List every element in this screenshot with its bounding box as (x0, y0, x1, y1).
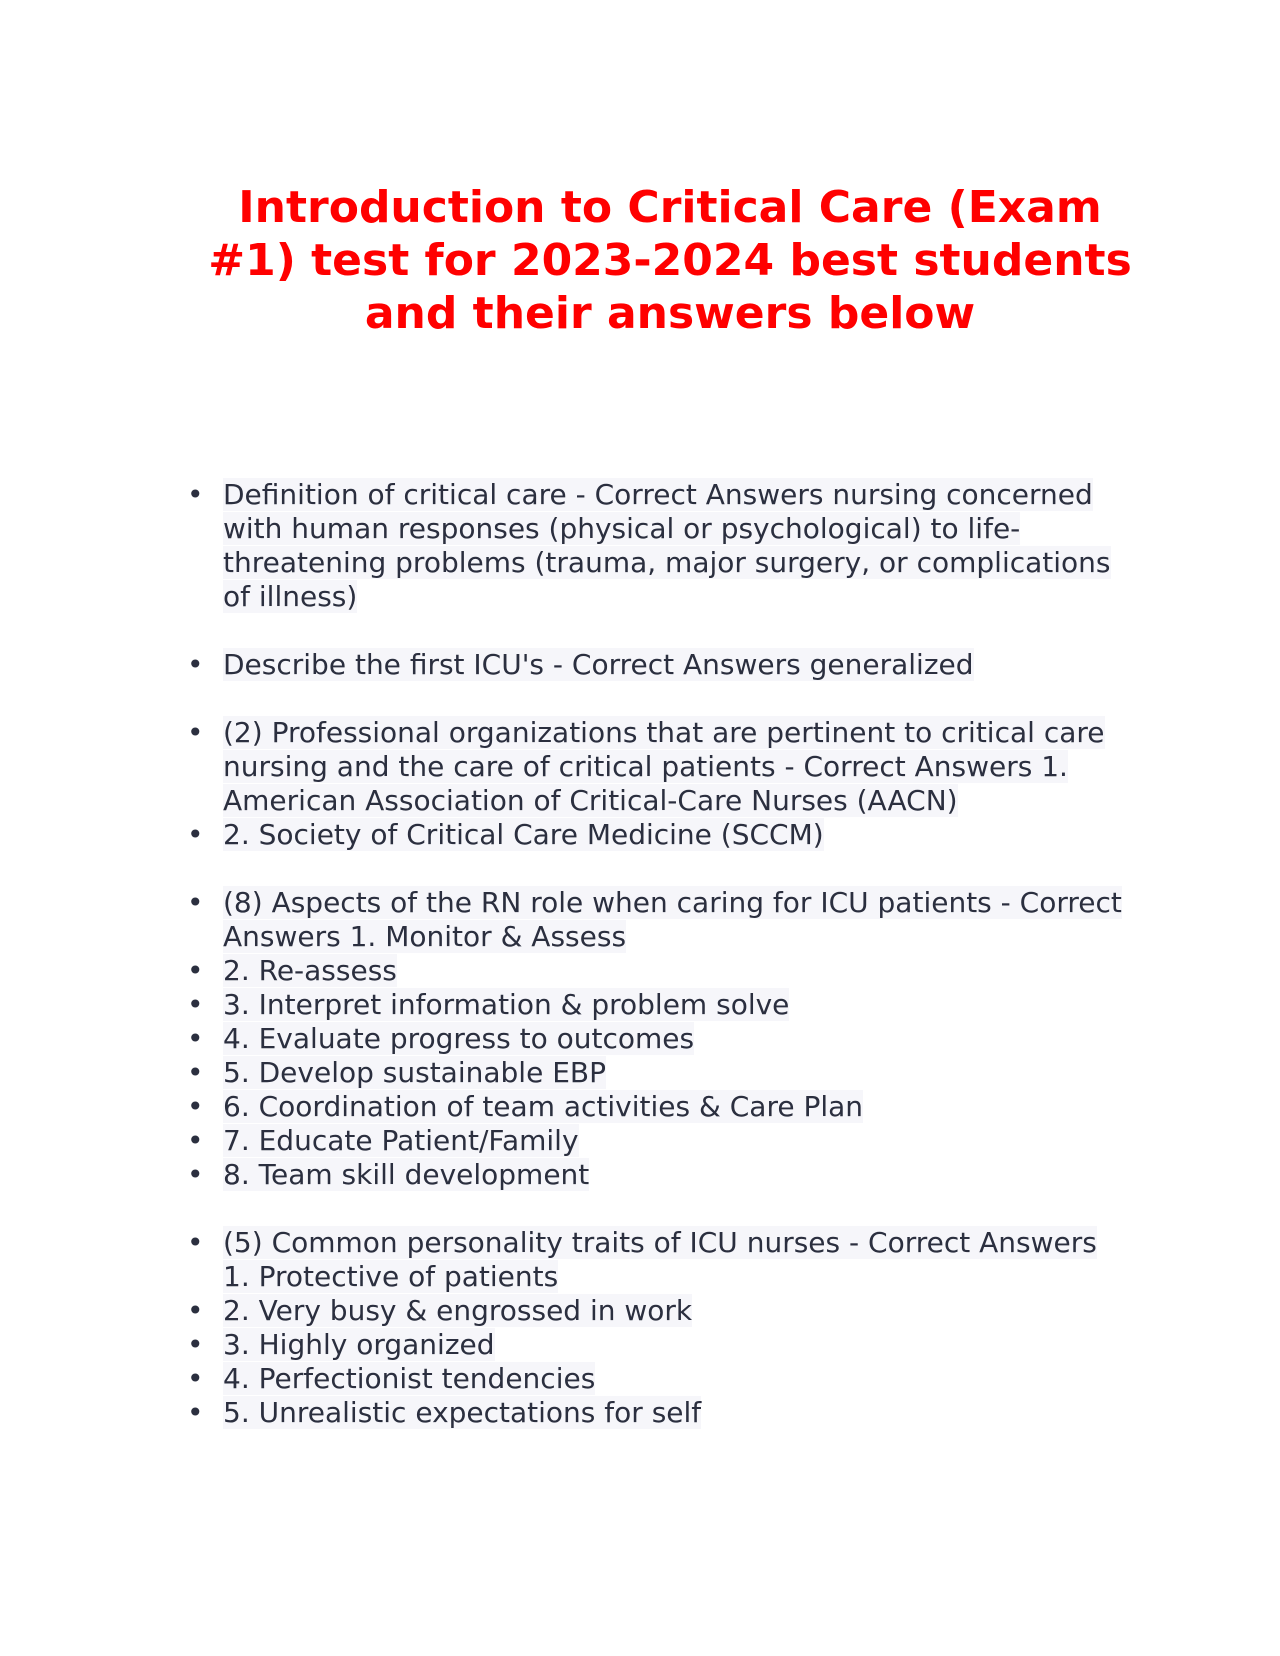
bullet-icon: • (187, 818, 204, 851)
bullet-icon: • (187, 478, 204, 511)
bullet-icon: • (187, 886, 204, 919)
qa-group-rn-role (178, 886, 1128, 1192)
list-item: • 3. Interpret information & problem solve (187, 988, 790, 1021)
document-body (178, 478, 1128, 1464)
bullet-icon: • (187, 1056, 204, 1089)
bullet-icon: • (187, 954, 204, 987)
list-item: • (8) Aspects of the RN role when caring for ICU patients - Correct Answers 1. Monitor & Assess (187, 886, 1122, 953)
list-item: • Describe the first ICU's - Correct Answers generalized (187, 648, 974, 681)
list-item: • 3. Highly organized (187, 1328, 495, 1361)
list-item: • 5. Develop sustainable EBP (187, 1056, 606, 1089)
list-item: • (5) Common personality traits of ICU nurses - Correct Answers 1. Protective of patients (187, 1226, 1097, 1293)
list-item: • 8. Team skill development (187, 1158, 590, 1191)
bullet-icon: • (187, 1362, 204, 1395)
list-item: • 6. Coordination of team activities & Care Plan (187, 1090, 864, 1123)
list-item: • 5. Unrealistic expectations for self (187, 1396, 702, 1429)
list-item: • 2. Very busy & engrossed in work (187, 1294, 693, 1327)
bullet-icon: • (187, 1022, 204, 1055)
bullet-icon: • (187, 1158, 204, 1191)
bullet-icon: • (187, 1294, 204, 1327)
document-title: Introduction to Critical Care (Exam #1) test for 2023-2024 best students and their answers below (208, 182, 1132, 339)
qa-group-personality-traits (178, 1226, 1128, 1430)
list-item: • 2. Re-assess (187, 954, 397, 987)
qa-group-organizations (178, 716, 1128, 852)
bullet-icon: • (187, 1124, 204, 1157)
bullet-icon: • (187, 1328, 204, 1361)
list-item: • 4. Perfectionist tendencies (187, 1362, 596, 1395)
list-item: • 7. Educate Patient/Family (187, 1124, 579, 1157)
bullet-icon: • (187, 716, 204, 749)
list-item: • (2) Professional organizations that are pertinent to critical care nursing and the care of critical patients - Correct Answers 1. American Association of Critical-Care Nurses (AACN) (187, 716, 1105, 817)
list-item: • 4. Evaluate progress to outcomes (187, 1022, 695, 1055)
qa-group-first-icus (178, 648, 1128, 682)
list-item: • Definition of critical care - Correct Answers nursing concerned with human responses (physical or psychological) to life-threatening problems (trauma, major surgery, or complications of illness) (187, 478, 1111, 613)
bullet-icon: • (187, 988, 204, 1021)
bullet-icon: • (187, 648, 204, 681)
list-item: • 2. Society of Critical Care Medicine (SCCM) (187, 818, 824, 851)
bullet-icon: • (187, 1226, 204, 1259)
bullet-icon: • (187, 1396, 204, 1429)
qa-group-definition (178, 478, 1128, 614)
bullet-icon: • (187, 1090, 204, 1123)
